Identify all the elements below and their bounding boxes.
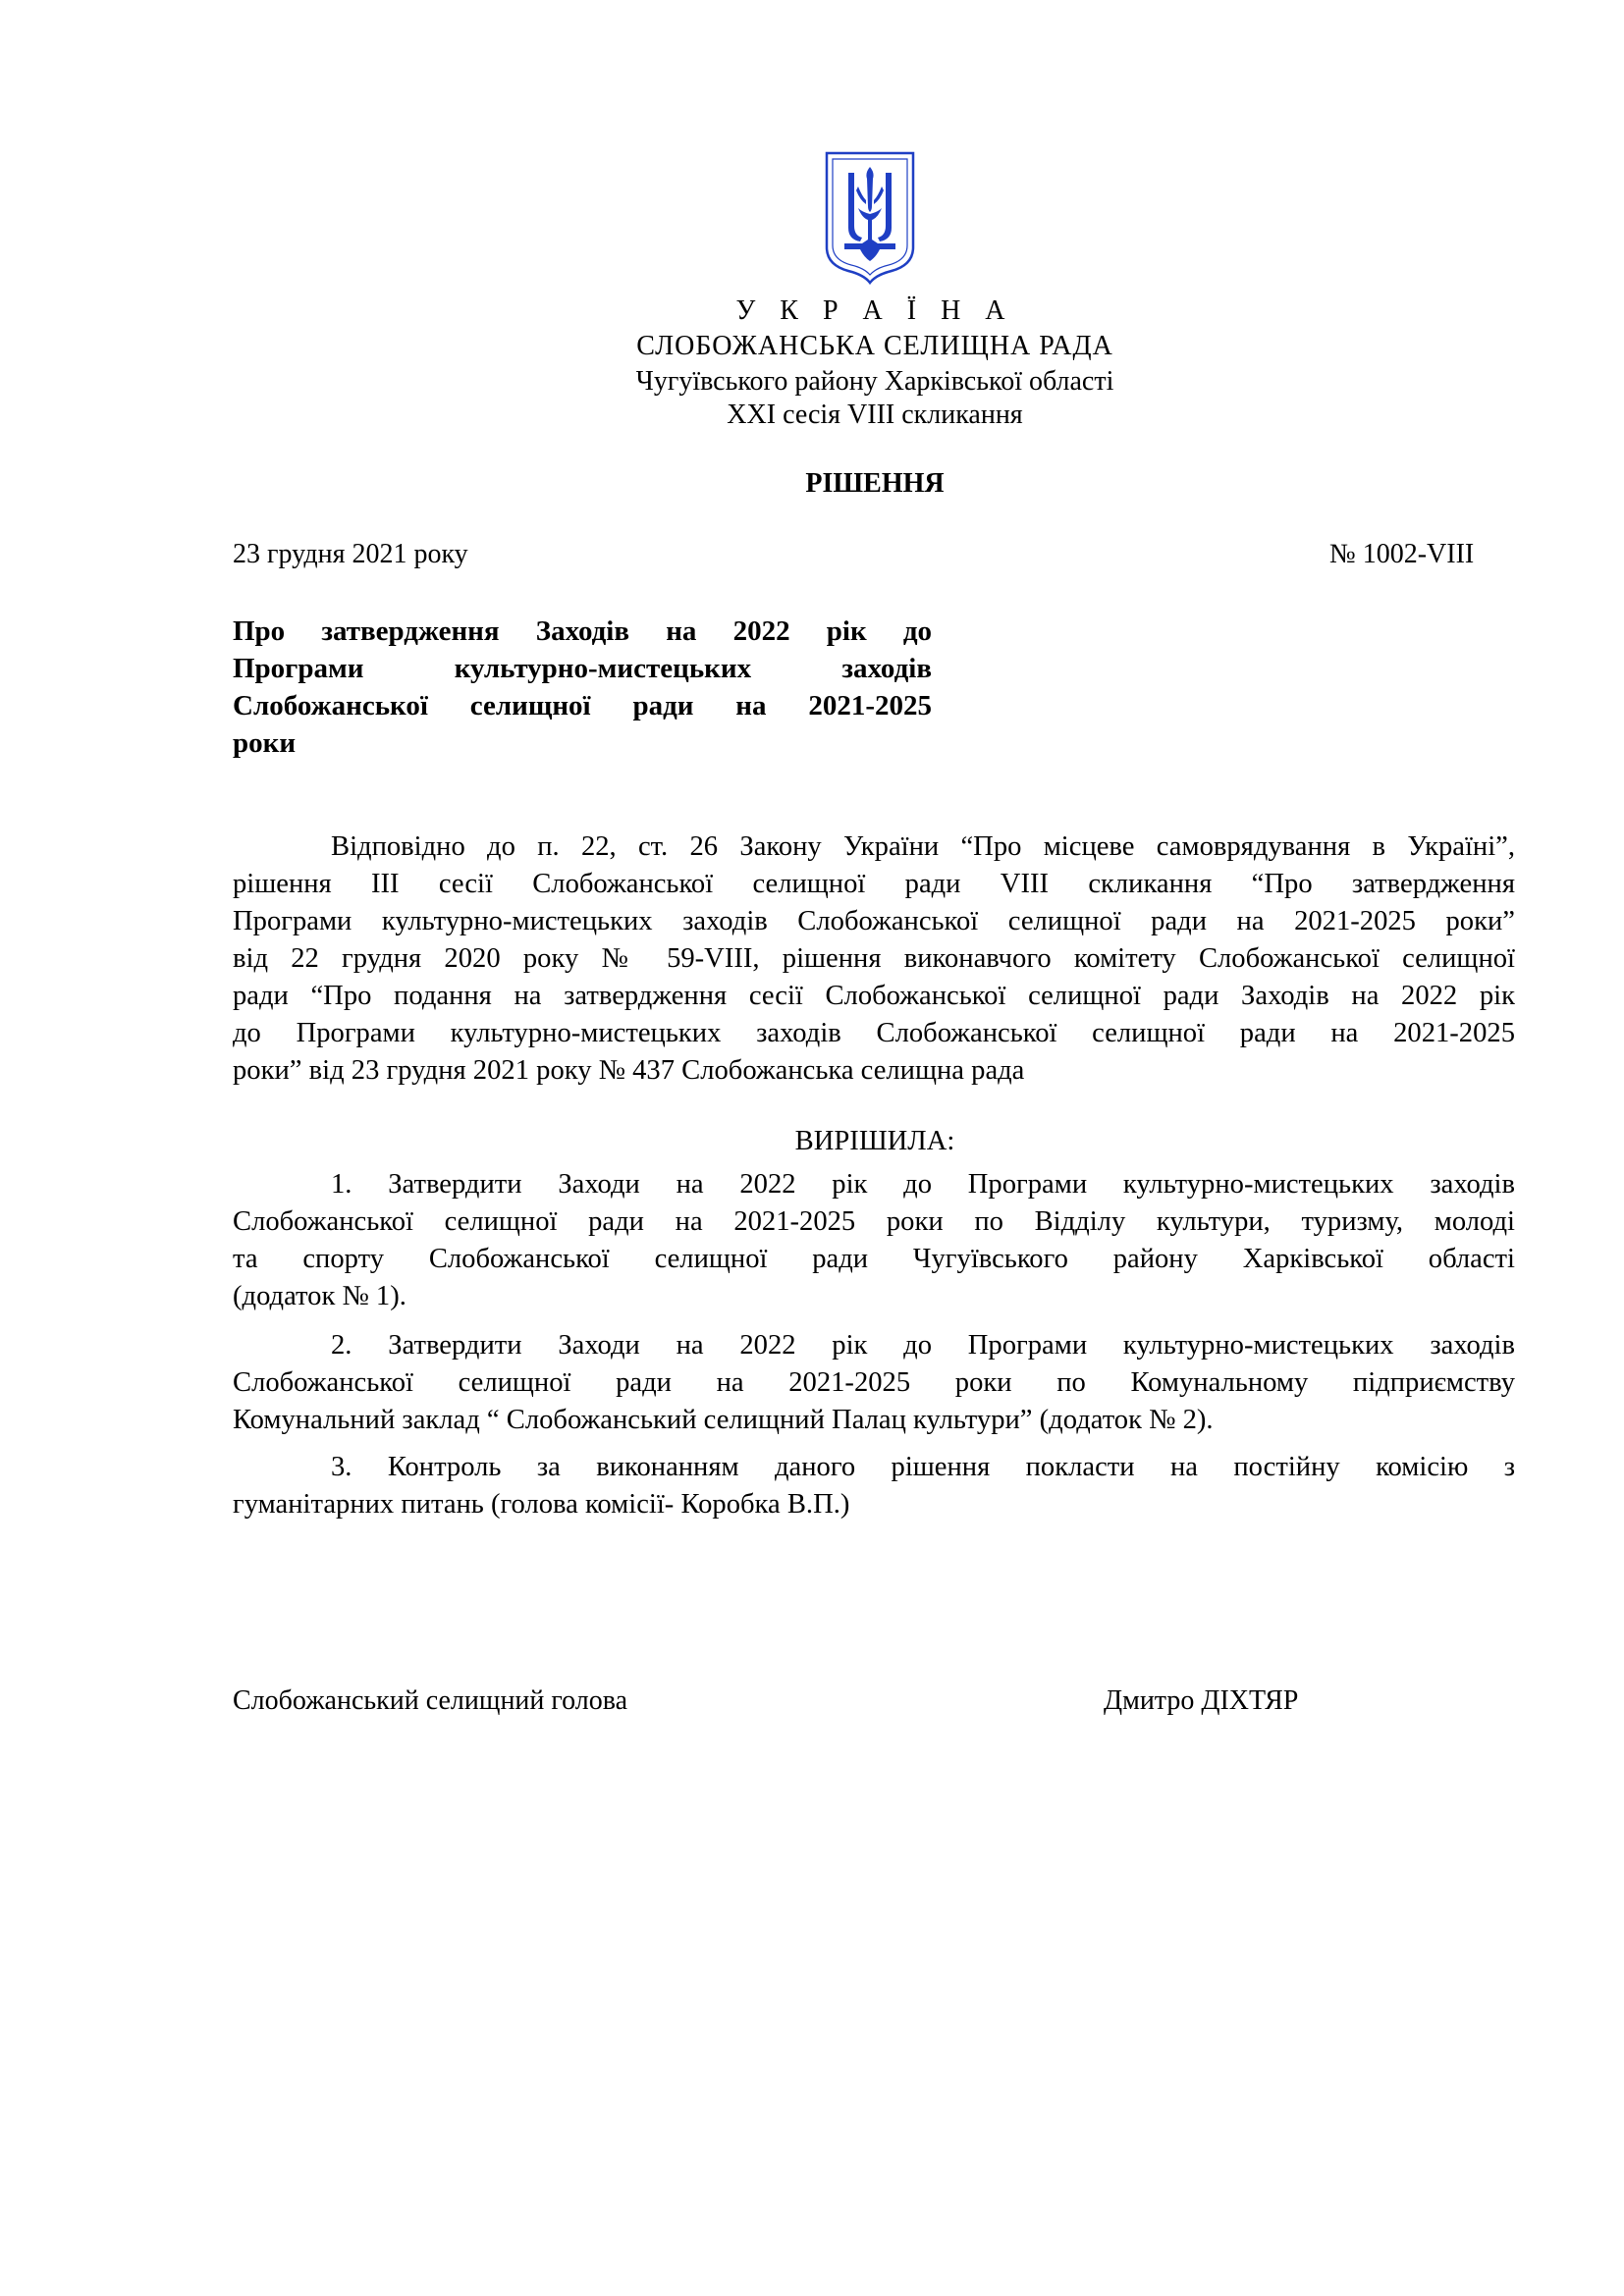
header-session: XXI сесія VIII скликання — [727, 400, 1023, 430]
signatory-name: Дмитро ДІХТЯР — [1104, 1685, 1299, 1716]
subject-line: Слобожанської селищної ради на 2021-2025 — [233, 690, 932, 721]
item-line: Слобожанської селищної ради на 2021-2025 роки по Відділу культури, туризму, молоді — [233, 1206, 1515, 1237]
item-line: 2. Затвердити Заходи на 2022 рік до Програми культурно-мистецьких заходів — [331, 1330, 1515, 1361]
header-council: СЛОБОЖАНСЬКА СЕЛИЩНА РАДА — [636, 331, 1113, 361]
preamble-line: Програми культурно-мистецьких заходів Слобожанської селищної ради на 2021-2025 роки” — [233, 906, 1515, 936]
resolved-heading: ВИРІШИЛА: — [794, 1126, 955, 1156]
preamble-line: рішення ІІІ сесії Слобожанської селищної ради VIII скликання “Про затвердження — [233, 869, 1515, 899]
preamble-line: від 22 грудня 2020 року № 59-VIII, рішення виконавчого комітету Слобожанської селищної — [233, 943, 1515, 974]
item-line: (додаток № 1). — [233, 1281, 406, 1311]
preamble-line: до Програми культурно-мистецьких заходів Слобожанської селищної ради на 2021-2025 — [233, 1018, 1515, 1048]
item-line: Слобожанської селищної ради на 2021-2025 роки по Комунальному підприємству — [233, 1367, 1515, 1398]
preamble-line: ради “Про подання на затвердження сесії Слобожанської селищної ради Заходів на 2022 рік — [233, 981, 1515, 1011]
subject-line: Про затвердження Заходів на 2022 рік до — [233, 615, 932, 647]
document-type-title: РІШЕННЯ — [805, 468, 945, 499]
item-line: та спорту Слобожанської селищної ради Чугуївського району Харківської області — [233, 1244, 1515, 1274]
resolution-item-3 — [233, 1449, 1515, 1523]
item-line: 1. Затвердити Заходи на 2022 рік до Програми культурно-мистецьких заходів — [331, 1169, 1515, 1200]
decision-subject — [233, 613, 932, 762]
header-country: У К Р А Ї Н А — [735, 295, 1014, 326]
item-line: 3. Контроль за виконанням даного рішення покласти на постійну комісію з — [331, 1452, 1515, 1482]
signatory-title: Слобожанський селищний голова — [233, 1685, 628, 1716]
decision-date: 23 грудня 2021 року — [233, 539, 468, 569]
preamble-line: роки” від 23 грудня 2021 року № 437 Слобожанська селищна рада — [233, 1055, 1025, 1086]
header-district: Чугуївського району Харківської області — [635, 366, 1114, 397]
preamble-paragraph — [233, 828, 1515, 1090]
subject-line: Програми культурно-мистецьких заходів — [233, 653, 932, 684]
preamble-line: Відповідно до п. 22, ст. 26 Закону України “Про місцеве самоврядування в Україні”, — [331, 831, 1515, 862]
resolution-item-2 — [233, 1327, 1515, 1439]
item-line: Комунальний заклад “ Слобожанський селищний Палац культури” (додаток № 2). — [233, 1405, 1214, 1435]
coat-of-arms-of-ukraine-icon — [823, 149, 917, 287]
item-line: гуманітарних питань (голова комісії- Коробка В.П.) — [233, 1489, 850, 1520]
resolution-item-1 — [233, 1166, 1515, 1315]
subject-line: роки — [233, 727, 297, 759]
decision-number: № 1002-VIII — [1329, 539, 1475, 569]
